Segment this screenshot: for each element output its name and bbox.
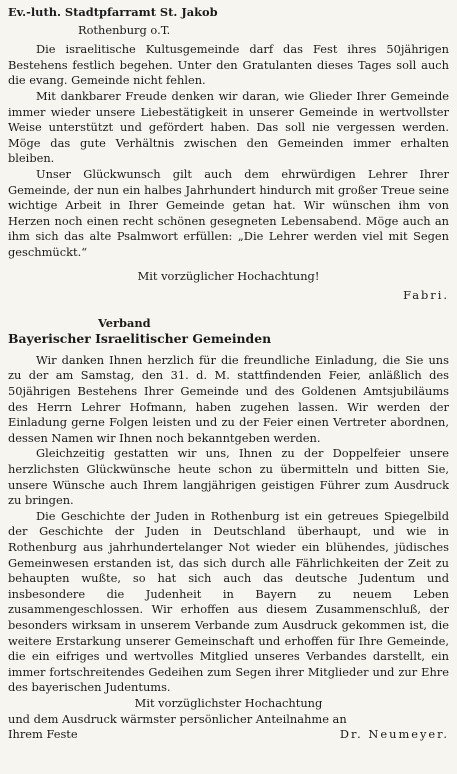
closing-greeting: Mit vorzüglichster Hochachtung	[134, 695, 323, 710]
paragraph: Wir danken Ihnen herzlich für die freundliche Einladung, die Sie uns zu der am Samstag, den 31. d. M. stattfindenden Feier, anläßlich des 50jährigen Bestehens Ihrer Gemeinde und des Goldenen Amtsjubiläums des Herrn Lehrer Hofmann, haben zugehen lassen. Wir werden der Einladung gerne Folgen leisten und zu der Feier einen Vertreter abordnen, dessen Namen wir Ihnen noch bekanntgeben werden.	[8, 352, 449, 445]
signature: Dr. Neumeyer.	[339, 727, 449, 742]
closing-line: und dem Ausdruck wärmster persönlicher Anteilnahme an	[8, 711, 347, 726]
paragraph: Gleichzeitig gestatten wir uns, Ihnen zu der Doppelfeier unsere herzlichsten Glückwünsche heute schon zu übermitteln und bitten Sie, unsere Wünsche auch Ihrem langjährigen geistigen Führer zum Ausdruck zu bringen.	[8, 446, 449, 508]
sender-heading-line2: Bayerischer Israelitischer Gemeinden	[8, 331, 272, 347]
paragraph: Mit dankbarer Freude denken wir daran, wie Glieder Ihrer Gemeinde immer wieder unsere Liebestätigkeit in unserer Gemeinde in wertvollster Weise unterstützt und gefördert haben. Das soll nie vergessen werden. Möge das gute Verhältnis zwischen den Gemeinden immer erhalten bleiben.	[8, 88, 449, 166]
paragraph: Die Geschichte der Juden in Rothenburg ist ein getreues Spiegelbild der Geschichte der Juden in Deutschland überhaupt, und wie in Rothenburg aus jahrhundertelanger Not wieder ein blühendes, jüdisches Gemeinwesen erstanden ist, das sich durch alle Fährlichkeiten der Zeit zu behaupten wußte, so hat sich auch das deutsche Judentum und insbesondere die Judenheit in Bayern zu neuem Leben zusammengeschlossen. Wir erhoffen aus diesem Zusammenschluß, der besonders wirksam in unserem Verbande zum Ausdruck gekommen ist, die weitere Erstarkung unserer Gemeinschaft und erhoffen für Ihre Gemeinde, die ein eifriges und wertvolles Mitglied unseres Verbandes darstellt, ein immer fortschreitendes Gedeihen zum Segen ihrer Mitglieder und zur Ehre des bayerischen Judentums.	[8, 508, 449, 695]
sender-heading-line1: Verband	[98, 315, 151, 330]
signature-row	[8, 727, 449, 743]
paragraph: Die israelitische Kultusgemeinde darf das Fest ihres 50jährigen Bestehens festlich begehen. Unter den Gratulanten dieses Tages soll auch die evang. Gemeinde nicht fehlen.	[8, 42, 449, 88]
signature: Fabri.	[403, 288, 449, 303]
sender-place: Rothenburg o.T.	[78, 22, 171, 37]
letter-verband	[8, 316, 449, 743]
closing-greeting: Mit vorzüglicher Hochachtung!	[137, 268, 320, 283]
sender-heading: Ev.-luth. Stadtpfarramt St. Jakob	[8, 5, 218, 19]
letter-stadtpfarramt	[8, 5, 449, 304]
closing-line: Ihrem Feste	[8, 727, 78, 742]
paragraph: Unser Glückwunsch gilt auch dem ehrwürdigen Lehrer Ihrer Gemeinde, der nun ein halbes Jahrhundert hindurch mit großer Treue seine wichtige Arbeit in Ihrer Gemeinde getan hat. Wir wünschen ihm von Herzen noch einen recht schönen gesegneten Lebensabend. Möge auch an ihm sich das alte Psalmwort erfüllen: „Die Lehrer werden viel mit Segen geschmückt.“	[8, 166, 449, 259]
